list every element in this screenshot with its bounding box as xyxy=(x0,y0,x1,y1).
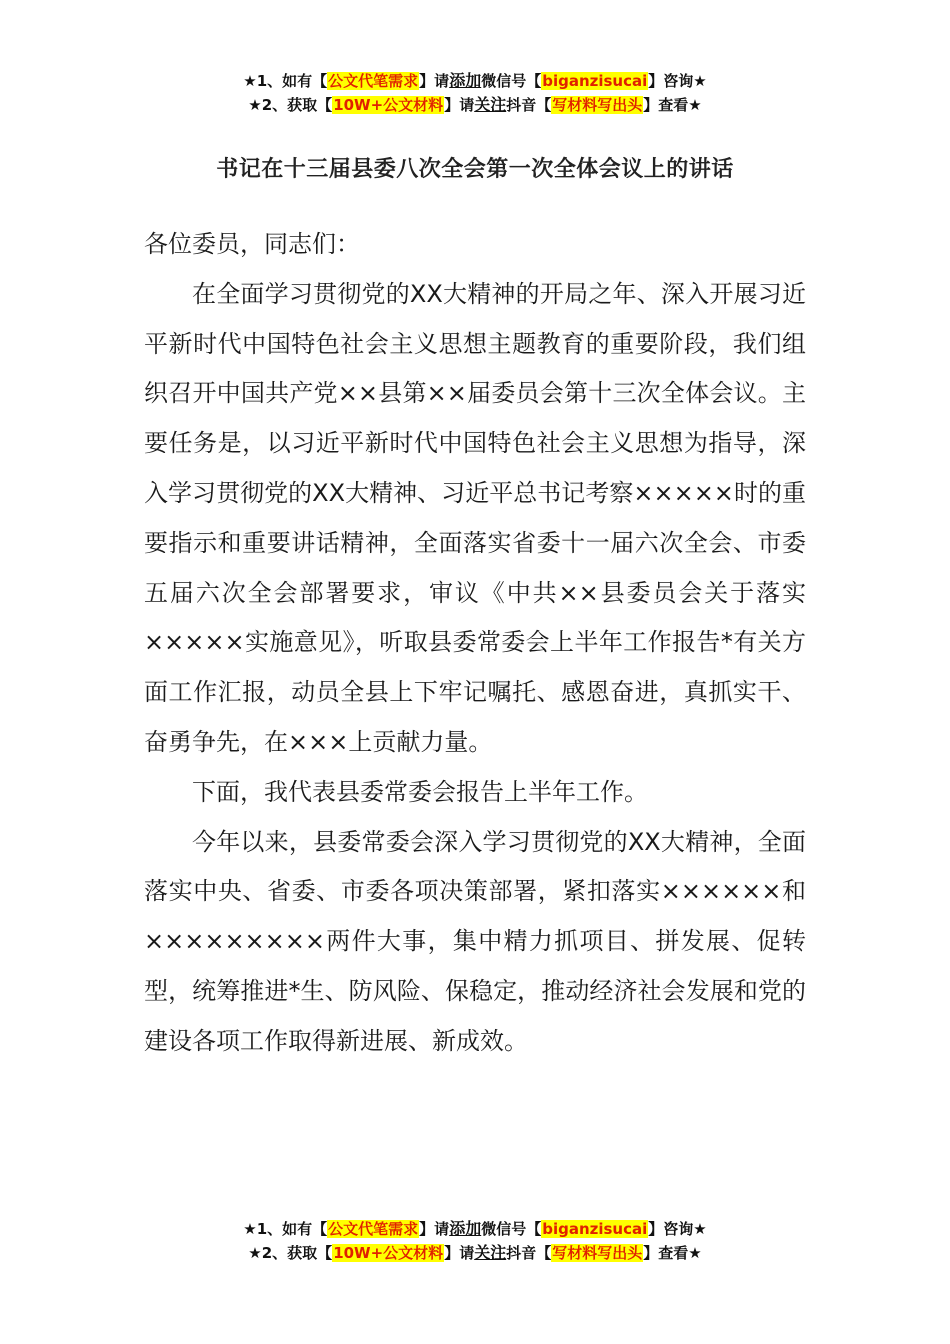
document-body xyxy=(144,220,806,1067)
banner-highlight: 10W+公文材料 xyxy=(333,96,444,114)
banner-emphasis: 关注 xyxy=(474,95,507,114)
banner-highlight: 公文代笔需求 xyxy=(328,72,419,90)
banner-text: 微信号【 xyxy=(481,1220,542,1238)
body-paragraph: 在全面学习贯彻党的XX大精神的开局之年、深入开展习近平新时代中国特色社会主义思想主题教育的重要阶段，我们组织召开中国共产党××县第××届委员会第十三次全体会议。主要任务是，以习近平新时代中国特色社会主义思想为指导，深入学习贯彻党的XX大精神、习近平总书记考察×××××时的重要指示和重要讲话精神，全面落实省委十一届六次全会、市委五届六次全会部署要求，审议《中共××县委员会关于落实×××××实施意见》，听取县委常委会上半年工作报告*有关方面工作汇报，动员全县上下牢记嘱托、感恩奋进，真抓实干、奋勇争先，在×××上贡献力量。 xyxy=(144,279,806,756)
banner-text: ★2、获取【 xyxy=(248,96,333,114)
banner-text: ★1、如有【 xyxy=(243,1220,328,1238)
document-title: 书记在十三届县委八次全会第一次全体会议上的讲话 xyxy=(216,157,734,182)
body-paragraph: 下面，我代表县委常委会报告上半年工作。 xyxy=(192,777,648,806)
banner-emphasis: 添加 xyxy=(449,1219,482,1238)
banner-highlight: 写材料写出头 xyxy=(552,96,643,114)
banner-emphasis: 关注 xyxy=(474,1243,507,1262)
footer-banner xyxy=(0,1217,950,1265)
banner-highlight: 公文代笔需求 xyxy=(328,1220,419,1238)
banner-text: 】请 xyxy=(419,72,450,90)
banner-text: 】请 xyxy=(444,1244,475,1262)
banner-text: 抖音【 xyxy=(506,96,552,114)
banner-text: 抖音【 xyxy=(506,1244,552,1262)
banner-text: 】查看★ xyxy=(643,96,702,114)
banner-text: 】请 xyxy=(444,96,475,114)
banner-highlight: 10W+公文材料 xyxy=(333,1244,444,1262)
banner-text: 】咨询★ xyxy=(648,72,707,90)
banner-highlight: biganzisucai xyxy=(542,72,648,90)
banner-highlight: 写材料写出头 xyxy=(552,1244,643,1262)
salutation: 各位委员，同志们： xyxy=(144,230,360,258)
banner-text: ★1、如有【 xyxy=(243,72,328,90)
banner-text: 微信号【 xyxy=(481,72,542,90)
banner-text: 】请 xyxy=(419,1220,450,1238)
footer-banner-line-1 xyxy=(0,1217,950,1241)
header-banner xyxy=(0,69,950,117)
header-banner-line-2 xyxy=(0,93,950,117)
banner-text: 】查看★ xyxy=(643,1244,702,1262)
banner-emphasis: 添加 xyxy=(449,71,482,90)
banner-text: ★2、获取【 xyxy=(248,1244,333,1262)
body-paragraph: 今年以来，县委常委会深入学习贯彻党的XX大精神，全面落实中央、省委、市委各项决策部署，紧扣落实××××××和×××××××××两件大事，集中精力抓项目、拼发展、促转型，统筹推进*生、防风险、保稳定，推动经济社会发展和党的建设各项工作取得新进展、新成效。 xyxy=(144,827,806,1055)
header-banner-line-1 xyxy=(0,69,950,93)
banner-text: 】咨询★ xyxy=(648,1220,707,1238)
banner-highlight: biganzisucai xyxy=(542,1220,648,1238)
footer-banner-line-2 xyxy=(0,1241,950,1265)
